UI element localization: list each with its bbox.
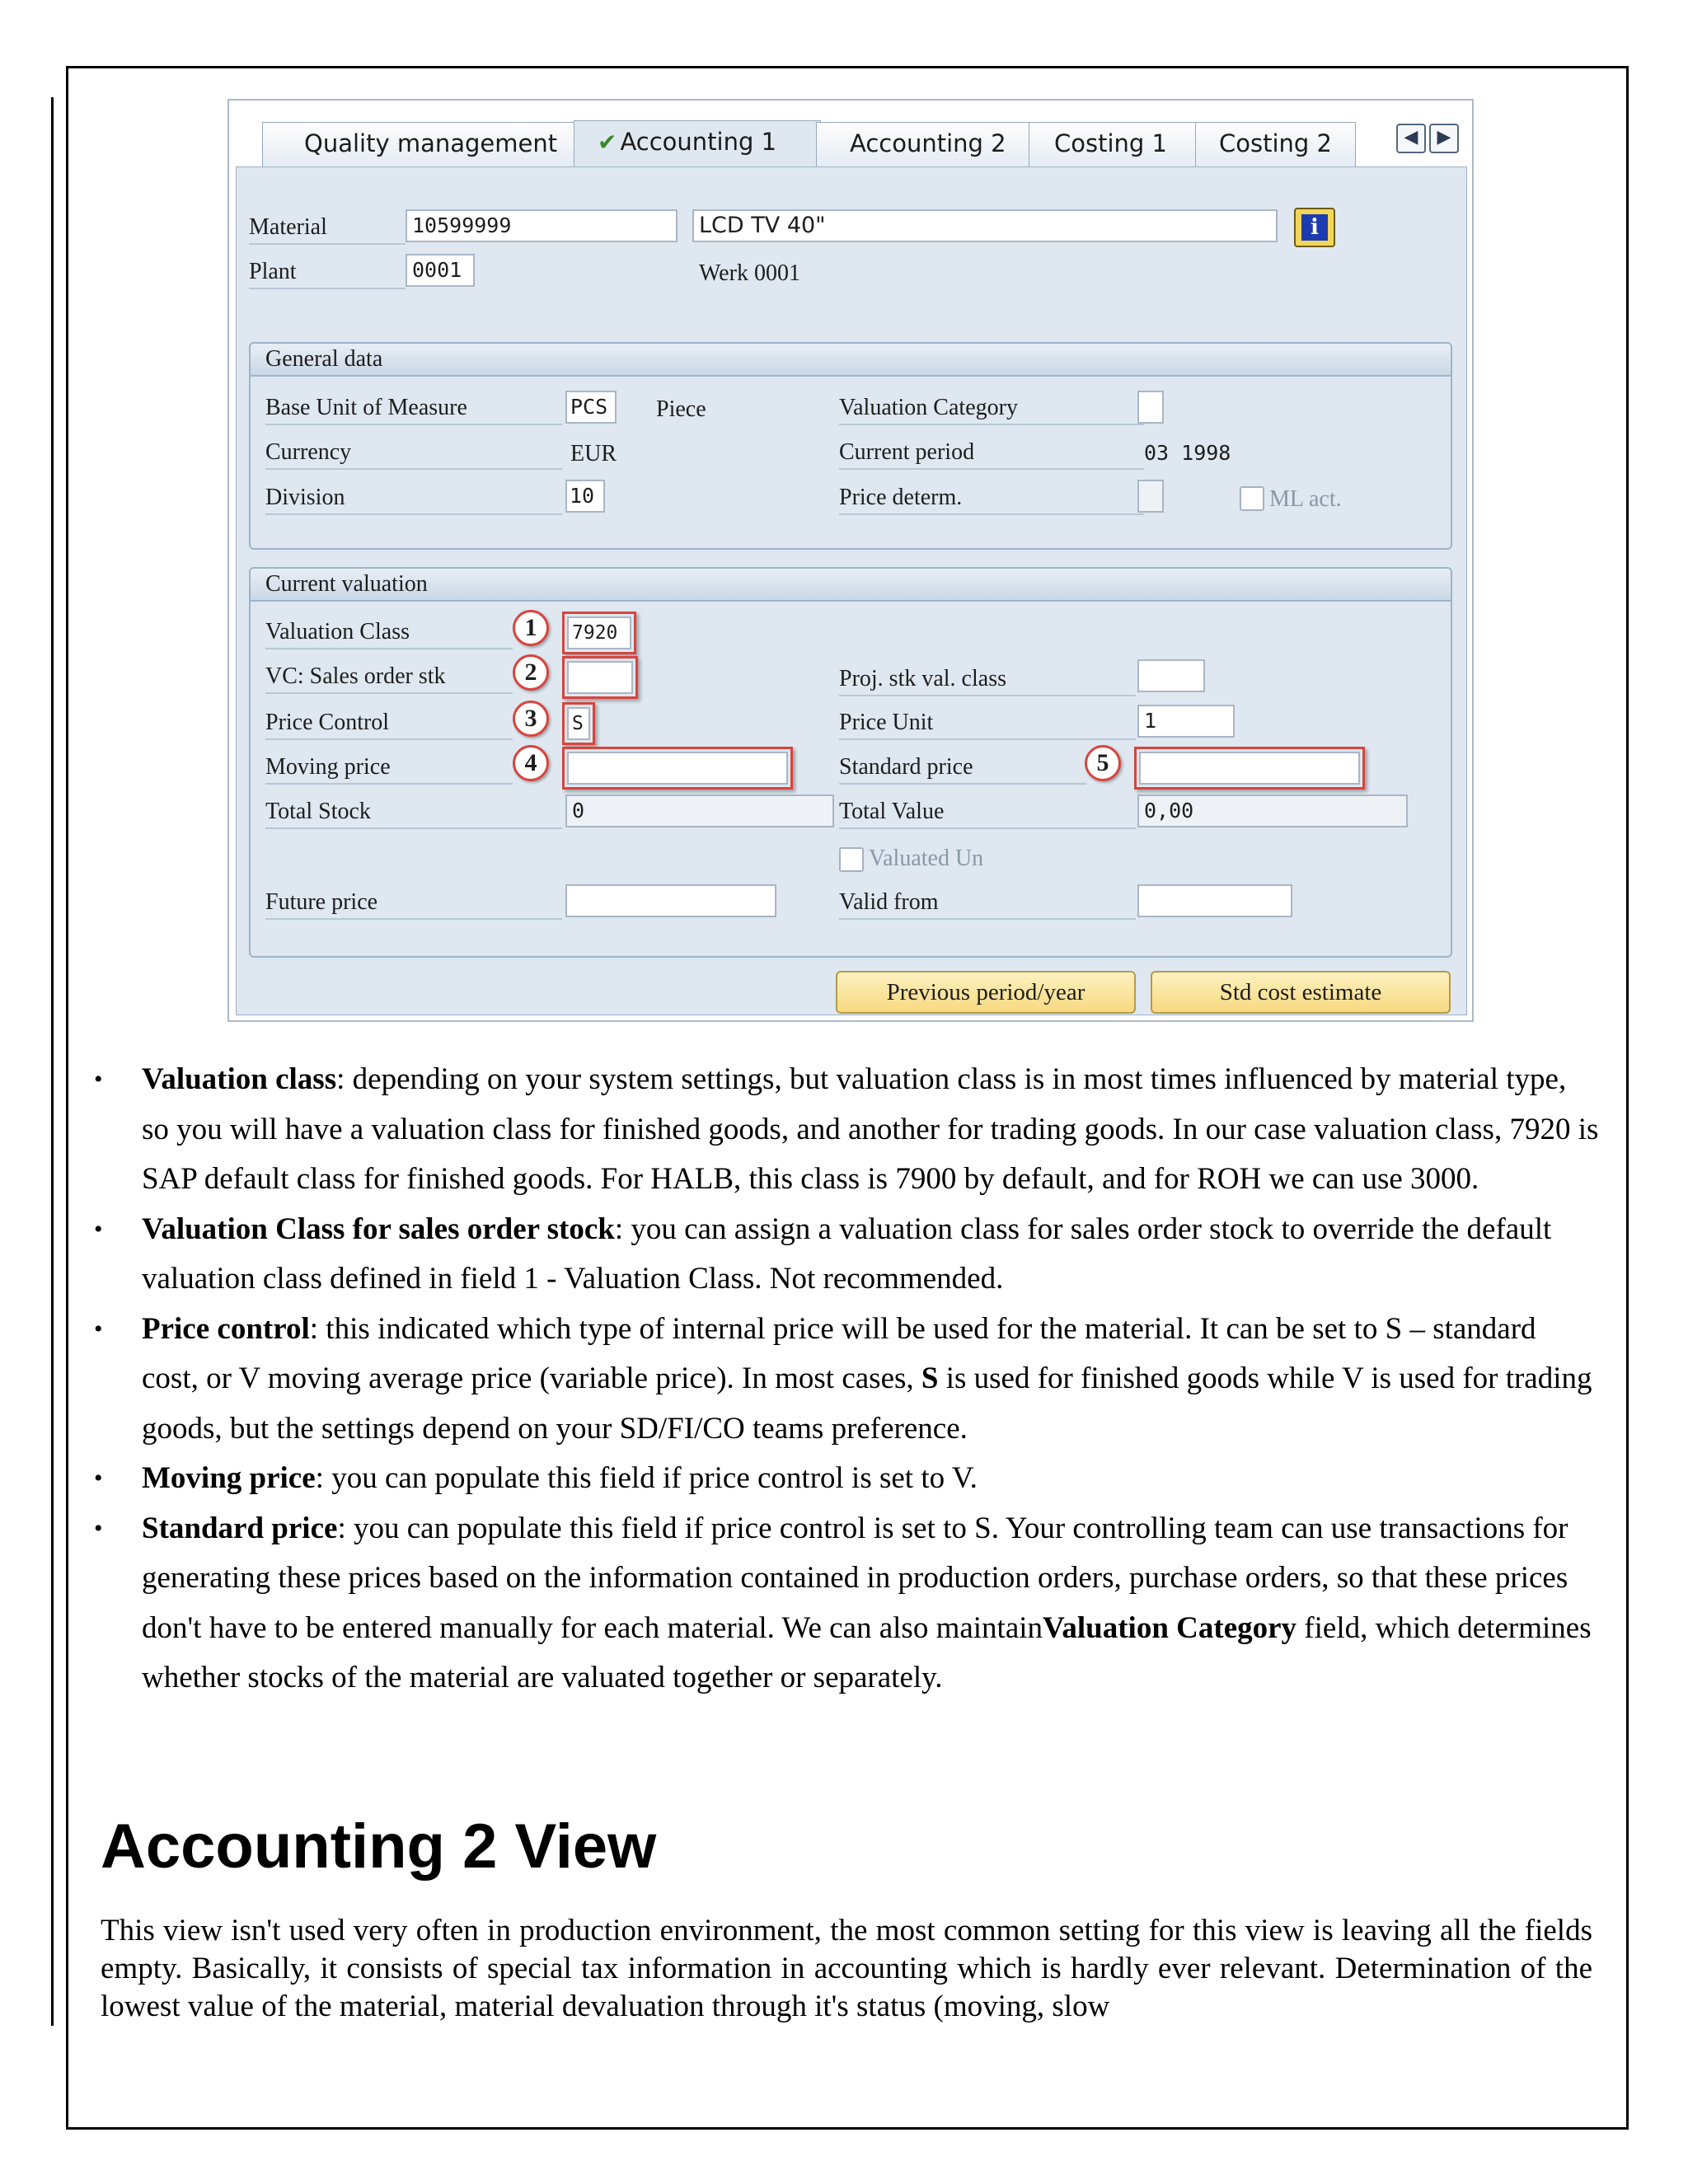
tab-quality-management[interactable] (262, 122, 575, 168)
previous-period-button[interactable]: Previous period/year (836, 971, 1136, 1014)
material-description-field[interactable]: LCD TV 40" (692, 209, 1278, 242)
proj-stock-val-class-label: Proj. stk val. class (839, 663, 1136, 696)
group-title: General data (251, 344, 1451, 377)
total-stock-field[interactable]: 0 (565, 794, 834, 827)
callout-badge-4: 4 (513, 745, 549, 781)
valuation-category-field[interactable] (1137, 391, 1164, 424)
price-control-label: Price Control (265, 707, 513, 740)
bullet-text: is used for finished goods while V is used for trading goods, but the settings depend on your SD/FI/CO teams preference. (142, 1361, 1592, 1446)
valid-from-label: Valid from (839, 887, 1136, 920)
division-label: Division (265, 482, 562, 515)
left-margin-rule (51, 97, 54, 2026)
ml-act-checkbox[interactable] (1240, 486, 1264, 511)
std-cost-estimate-button[interactable]: Std cost estimate (1151, 971, 1451, 1014)
price-determination-label: Price determ. (839, 482, 1144, 515)
division-field[interactable]: 10 (565, 480, 605, 513)
bullet-text: you can populate this field if price control is set to V. (323, 1461, 978, 1495)
bullet-sep: : (309, 1311, 319, 1346)
material-number-field[interactable]: 10599999 (406, 209, 678, 242)
valuation-category-label: Valuation Category (839, 392, 1144, 425)
bullet-bold-valuation-category: Valuation Category (1043, 1610, 1297, 1645)
price-determination-field[interactable] (1137, 480, 1164, 513)
price-unit-label: Price Unit (839, 707, 1136, 740)
callout-badge-2: 2 (513, 654, 549, 691)
highlight-box-1 (562, 612, 636, 654)
plant-description: Werk 0001 (699, 260, 800, 286)
ml-act-label: ML act. (1269, 486, 1342, 512)
highlight-box-4 (562, 747, 793, 790)
bullet-vc-sales-order (91, 1205, 1599, 1305)
bullet-text: you can assign a valuation class for sales order stock to override the default valuation class defined in field 1 - Valuation Class. Not recommended. (142, 1212, 1552, 1296)
bullet-moving-price (91, 1454, 1599, 1504)
scroll-left-icon[interactable]: ◀ (1396, 124, 1426, 153)
price-control-field[interactable]: S (567, 707, 590, 740)
bullet-standard-price (91, 1504, 1599, 1704)
section-heading: Accounting 2 View (101, 1811, 657, 1882)
info-icon: i (1301, 214, 1328, 241)
base-uom-text: Piece (656, 396, 706, 422)
tab-accounting-1[interactable] (574, 120, 821, 170)
future-price-label: Future price (265, 887, 562, 920)
total-value-label: Total Value (839, 796, 1136, 829)
callout-badge-5: 5 (1085, 745, 1121, 781)
bullet-term: Valuation class (142, 1062, 337, 1096)
valuated-un-checkbox[interactable] (839, 847, 864, 872)
current-period-label: Current period (839, 437, 1144, 470)
tab-label: Accounting 2 (850, 129, 1006, 157)
bullet-dot: • (94, 1066, 103, 1093)
future-price-field[interactable] (565, 884, 776, 917)
currency-label: Currency (265, 437, 562, 470)
plant-label: Plant (249, 256, 406, 289)
plant-field[interactable]: 0001 (406, 254, 475, 287)
tab-costing-1[interactable] (1029, 122, 1198, 168)
tab-label: Quality management (304, 129, 558, 157)
valid-from-field[interactable] (1137, 884, 1292, 917)
highlight-box-3 (562, 702, 595, 745)
bullet-sep: : (315, 1461, 324, 1495)
proj-stock-val-class-field[interactable] (1137, 659, 1205, 692)
material-label: Material (249, 212, 406, 245)
scroll-right-icon[interactable]: ▶ (1429, 124, 1459, 153)
callout-badge-3: 3 (513, 701, 549, 737)
bullet-text: this indicated which type of internal price will be used for the material. It can be set to S – standard cost, or V moving average price (variable price). In most cases, (142, 1311, 1536, 1395)
bullet-sep: : (336, 1062, 345, 1096)
bullet-valuation-class (91, 1055, 1599, 1205)
bullet-sep: : (614, 1212, 624, 1246)
bullet-dot: • (94, 1315, 103, 1343)
total-stock-label: Total Stock (265, 796, 562, 829)
tab-label: Accounting 1 (620, 128, 777, 156)
bullet-dot: • (94, 1215, 103, 1243)
tab-accounting-2[interactable] (816, 122, 1030, 168)
valuation-class-label: Valuation Class (265, 616, 513, 649)
total-value-field[interactable]: 0,00 (1137, 794, 1408, 827)
bullet-text: depending on your system settings, but valuation class is in most times influenced by material type, so you will have a valuation class for finished goods, and another for trading goods. In our case valuation class, 7920 is SAP default class for finished goods. For HALB, this class is 7900 by default, and for ROH we can use 3000. (142, 1062, 1599, 1196)
highlight-box-5 (1134, 747, 1365, 790)
currency-value: EUR (570, 441, 617, 466)
standard-price-label: Standard price (839, 752, 1086, 785)
vc-sales-order-stock-label: VC: Sales order stk (265, 661, 513, 694)
bullet-term: Price control (142, 1311, 310, 1346)
valuated-un-label: Valuated Un (869, 846, 984, 871)
callout-badge-1: 1 (513, 610, 549, 646)
moving-price-label: Moving price (265, 752, 513, 785)
bullet-term: Valuation Class for sales order stock (142, 1212, 615, 1246)
base-uom-label: Base Unit of Measure (265, 392, 562, 425)
body-paragraph: This view isn't used very often in production environment, the most common setting for this view is leaving all the fields empty. Basically, it consists of special tax information in accounting which is hardly ever relevant. Determination of the lowest value of the material, material devaluation through it's status (moving, slow (101, 1914, 1592, 2023)
bullet-dot: • (94, 1514, 103, 1542)
bullet-sep: : (337, 1511, 346, 1545)
tab-strip (229, 101, 1474, 168)
checkmark-icon: ✔ (598, 129, 617, 156)
bullet-text: you can populate this field if price control is set to S. Your controlling team can use transactions for generating these prices based on the information contained in production orders, purchase orders, so that these prices don't have to be entered manually for each material. We can also maintain (142, 1511, 1568, 1645)
info-button[interactable] (1294, 208, 1335, 247)
tab-costing-2[interactable] (1195, 122, 1356, 168)
base-uom-field[interactable]: PCS (565, 391, 617, 424)
bullet-term: Moving price (142, 1461, 316, 1495)
bullet-price-control (91, 1305, 1599, 1455)
current-period-value: 03 1998 (1144, 441, 1231, 465)
highlight-box-2 (562, 656, 638, 699)
tab-label: Costing 1 (1054, 129, 1167, 157)
bullet-bold-s: S (921, 1361, 939, 1395)
bullet-text: field, which determines whether stocks of the material are valuated together or separately. (142, 1610, 1592, 1694)
bullet-list (91, 1055, 1599, 1704)
valuation-class-field[interactable]: 7920 (567, 616, 631, 649)
bullet-dot: • (94, 1465, 103, 1492)
group-title: Current valuation (251, 569, 1451, 602)
price-unit-field[interactable]: 1 (1137, 705, 1235, 738)
tab-label: Costing 2 (1219, 129, 1332, 157)
bullet-term: Standard price (142, 1511, 338, 1545)
